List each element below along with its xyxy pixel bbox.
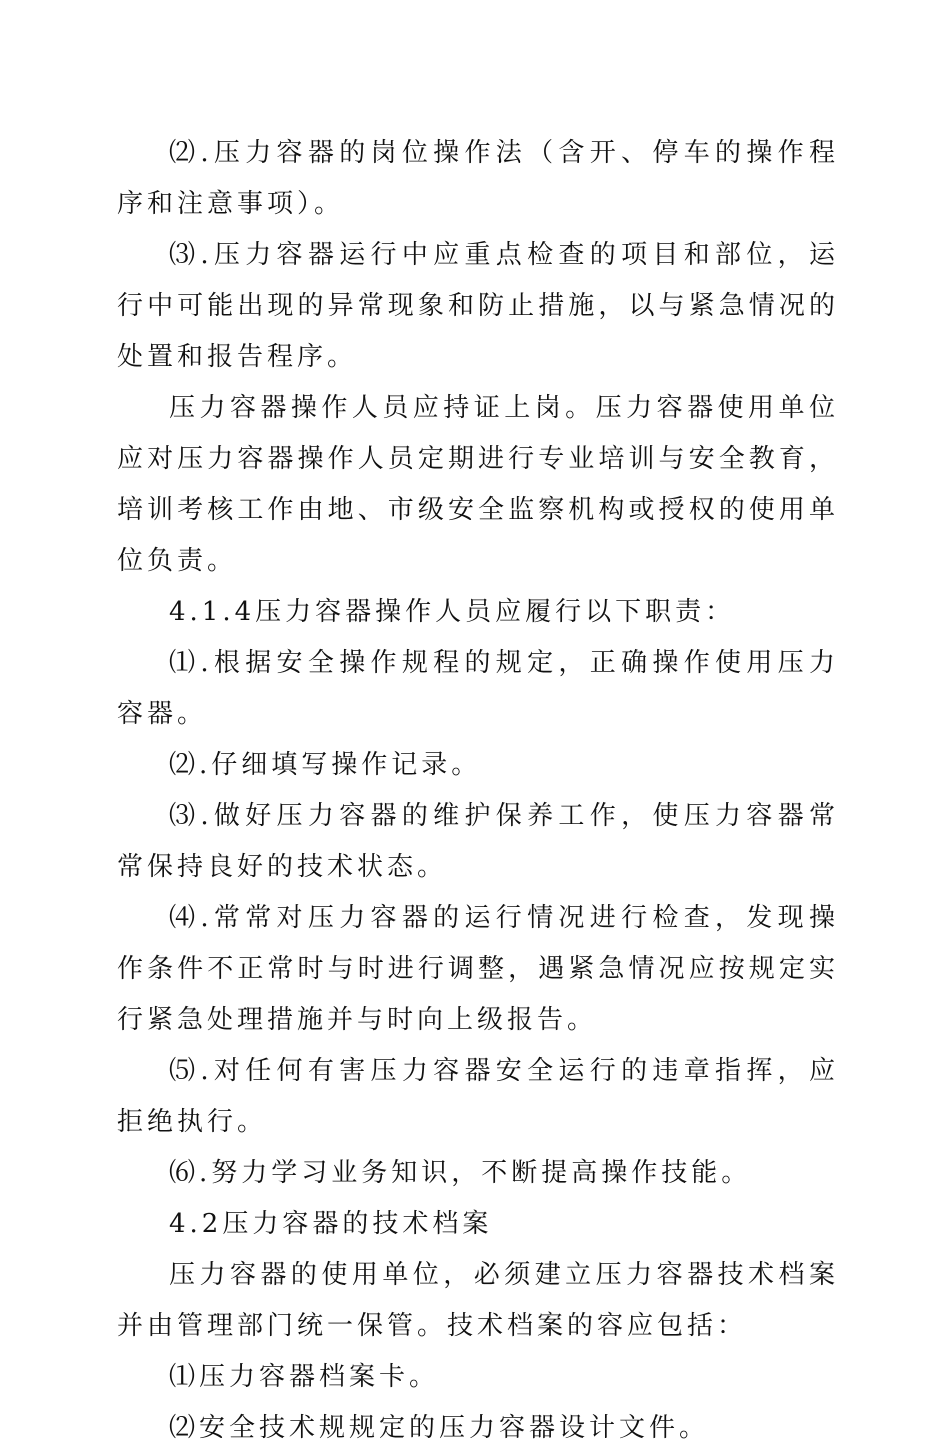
archive-item-2: ⑵安全技术规规定的压力容器设计文件。 bbox=[169, 1413, 710, 1443]
duty-item-3: ⑶.做好压力容器的维护保养工作，使压力容器常常保持良好的技术状态。 bbox=[117, 801, 839, 882]
section-heading-operator-duties: 4.1.4压力容器操作人员应履行以下职责： bbox=[169, 597, 736, 627]
paragraph-archive-requirement: 压力容器的使用单位，必须建立压力容器技术档案并由管理部门统一保管。技术档案的容应包括： bbox=[117, 1260, 839, 1341]
section-heading-technical-archives: 4.2压力容器的技术档案 bbox=[169, 1209, 493, 1239]
archive-item-1: ⑴压力容器档案卡。 bbox=[169, 1362, 440, 1392]
duty-item-1: ⑴.根据安全操作规程的规定，正确操作使用压力容器。 bbox=[117, 648, 839, 729]
paragraph-inspection-items: ⑶.压力容器运行中应重点检查的项目和部位，运行中可能出现的异常现象和防止措施，以与紧急情况的处置和报告程序。 bbox=[117, 240, 839, 372]
paragraph-operation-method: ⑵.压力容器的岗位操作法（含开、停车的操作程序和注意事项）。 bbox=[117, 138, 839, 219]
duty-item-5: ⑸.对任何有害压力容器安全运行的违章指挥，应拒绝执行。 bbox=[117, 1056, 839, 1137]
duty-item-6: ⑹.努力学习业务知识，不断提高操作技能。 bbox=[169, 1158, 752, 1188]
duty-item-4: ⑷.常常对压力容器的运行情况进行检查，发现操作条件不正常时与时进行调整，遇紧急情况应按规定实行紧急处理措施并与时向上级报告。 bbox=[117, 903, 839, 1035]
paragraph-certification: 压力容器操作人员应持证上岗。压力容器使用单位应对压力容器操作人员定期进行专业培训与安全教育，培训考核工作由地、市级安全监察机构或授权的使用单位负责。 bbox=[117, 393, 839, 576]
document-body bbox=[117, 128, 839, 1454]
duty-item-2: ⑵.仔细填写操作记录。 bbox=[169, 750, 482, 780]
